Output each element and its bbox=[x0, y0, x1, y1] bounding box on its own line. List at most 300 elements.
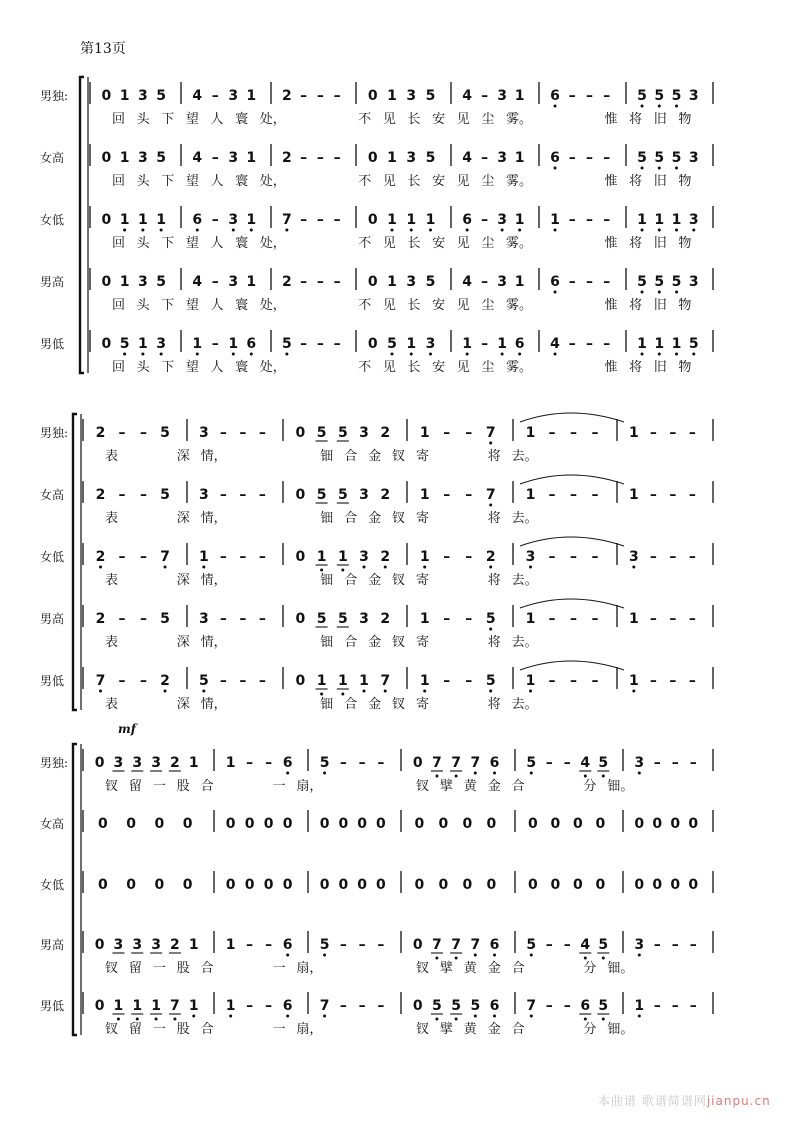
note: 7 bbox=[470, 755, 481, 771]
lyric: 物 bbox=[678, 360, 692, 375]
dash-symbol: – bbox=[316, 88, 324, 104]
note: 1 bbox=[113, 998, 124, 1014]
dash-symbol: – bbox=[118, 673, 126, 689]
note: 2 bbox=[380, 611, 391, 627]
note: 2 bbox=[95, 549, 106, 565]
lyric: 惟 bbox=[604, 360, 618, 375]
dash-symbol: – bbox=[443, 611, 451, 627]
low-octave-dot bbox=[675, 105, 678, 108]
note: 0 bbox=[486, 877, 497, 893]
lyric: 望 bbox=[185, 174, 199, 189]
note: 0 bbox=[282, 816, 293, 832]
note: 5 bbox=[654, 88, 665, 104]
lyric: 人 bbox=[210, 174, 224, 189]
dash-symbol: – bbox=[219, 673, 227, 689]
lyric: 长 bbox=[407, 174, 421, 189]
low-octave-dot bbox=[164, 690, 167, 693]
note: 1 bbox=[525, 425, 536, 441]
dash-symbol: – bbox=[211, 274, 219, 290]
lyric: 将 bbox=[487, 449, 501, 464]
note: 5 bbox=[156, 88, 167, 104]
lyric: 尘 bbox=[481, 360, 495, 375]
lyric: 将 bbox=[629, 360, 643, 375]
lyric: 一 bbox=[152, 779, 166, 794]
lyric: 人 bbox=[210, 360, 224, 375]
low-octave-dot bbox=[641, 105, 644, 108]
low-octave-dot bbox=[493, 772, 496, 775]
dash-symbol: – bbox=[689, 755, 697, 771]
lyric: 惟 bbox=[604, 298, 618, 313]
note: 1 bbox=[246, 274, 257, 290]
dash-symbol: – bbox=[333, 212, 341, 228]
lyric: 情， bbox=[200, 635, 227, 650]
lyric: 将 bbox=[487, 573, 501, 588]
dash-symbol: – bbox=[140, 611, 148, 627]
note: 5 bbox=[654, 150, 665, 166]
dash-symbol: – bbox=[603, 336, 611, 352]
note: 1 bbox=[225, 755, 236, 771]
dash-symbol: – bbox=[333, 336, 341, 352]
low-octave-dot bbox=[692, 229, 695, 232]
note: 6 bbox=[246, 336, 257, 352]
part-label: 男低 bbox=[40, 337, 65, 351]
note: 1 bbox=[188, 998, 199, 1014]
lyric: 寄 bbox=[415, 635, 429, 650]
lyric: 物 bbox=[678, 236, 692, 251]
lyric: 头 bbox=[136, 236, 150, 251]
part-label: 男低 bbox=[40, 999, 65, 1013]
lyric: 旧 bbox=[653, 236, 667, 251]
lyric: 金 bbox=[368, 449, 382, 464]
low-octave-dot bbox=[489, 566, 492, 569]
dash-symbol: – bbox=[669, 611, 677, 627]
note: 1 bbox=[119, 150, 130, 166]
dash-symbol: – bbox=[333, 274, 341, 290]
part-label: 女低 bbox=[40, 213, 65, 227]
dash-symbol: – bbox=[570, 611, 578, 627]
low-octave-dot bbox=[384, 566, 387, 569]
lyric: 望 bbox=[185, 112, 199, 127]
lyric: 处， bbox=[259, 360, 286, 375]
lyric: 黄 bbox=[463, 1022, 477, 1037]
low-octave-dot bbox=[155, 1018, 158, 1021]
note: 3 bbox=[113, 755, 124, 771]
dash-symbol: – bbox=[333, 150, 341, 166]
note: 4 bbox=[462, 150, 472, 166]
lyric: 钗 bbox=[105, 779, 119, 794]
note: 0 bbox=[98, 816, 108, 832]
note: 0 bbox=[357, 877, 367, 893]
note: 3 bbox=[497, 212, 507, 228]
lyric: 回 bbox=[112, 112, 126, 127]
note: 0 bbox=[412, 755, 423, 771]
dash-symbol: – bbox=[545, 998, 553, 1014]
lyric: 留 bbox=[128, 779, 142, 794]
note: 3 bbox=[198, 425, 209, 441]
low-octave-dot bbox=[435, 775, 438, 778]
note: 0 bbox=[528, 877, 538, 893]
low-octave-dot bbox=[285, 353, 288, 356]
dash-symbol: – bbox=[219, 425, 227, 441]
lyric: 将 bbox=[487, 635, 501, 650]
low-octave-dot bbox=[232, 353, 235, 356]
lyric: 物 bbox=[678, 298, 692, 313]
note: 0 bbox=[101, 88, 112, 104]
low-octave-dot bbox=[632, 566, 635, 569]
lyric: 处， bbox=[259, 174, 286, 189]
dash-symbol: – bbox=[669, 487, 677, 503]
dash-symbol: – bbox=[586, 336, 594, 352]
dash-symbol: – bbox=[316, 274, 324, 290]
lyric: 惟 bbox=[604, 174, 618, 189]
low-octave-dot bbox=[675, 229, 678, 232]
dash-symbol: – bbox=[118, 487, 126, 503]
note: 0 bbox=[101, 336, 112, 352]
note: 1 bbox=[497, 336, 507, 352]
low-octave-dot bbox=[658, 229, 661, 232]
part-label: 男独: bbox=[40, 756, 69, 770]
lyric: 寰 bbox=[235, 112, 249, 127]
dash-symbol: – bbox=[246, 755, 254, 771]
lyric: 长 bbox=[407, 298, 421, 313]
note: 0 bbox=[244, 877, 255, 893]
note: 1 bbox=[359, 673, 369, 689]
note: 0 bbox=[94, 755, 105, 771]
note: 0 bbox=[414, 877, 425, 893]
dash-symbol: – bbox=[591, 549, 599, 565]
note: 5 bbox=[688, 336, 699, 352]
note: 7 bbox=[432, 755, 442, 771]
dash-symbol: – bbox=[219, 611, 227, 627]
dash-symbol: – bbox=[246, 998, 254, 1014]
lyric: 见 bbox=[456, 360, 470, 375]
note: 1 bbox=[628, 673, 639, 689]
note: 3 bbox=[359, 487, 369, 503]
note: 2 bbox=[380, 425, 391, 441]
lyric: 去。 bbox=[511, 573, 538, 588]
note: 0 bbox=[94, 937, 105, 953]
note: 1 bbox=[628, 425, 639, 441]
note: 0 bbox=[182, 816, 193, 832]
low-octave-dot bbox=[530, 954, 533, 957]
note: 4 bbox=[192, 274, 203, 290]
lyric: 长 bbox=[407, 360, 421, 375]
dash-symbol: – bbox=[443, 549, 451, 565]
note: 1 bbox=[119, 212, 130, 228]
note: 6 bbox=[462, 212, 472, 228]
note: 4 bbox=[192, 88, 203, 104]
note: 3 bbox=[113, 937, 124, 953]
note: 1 bbox=[550, 212, 560, 228]
lyric: 回 bbox=[112, 298, 126, 313]
note: 1 bbox=[192, 336, 203, 352]
note: 6 bbox=[282, 937, 293, 953]
lyric: 黄 bbox=[463, 779, 477, 794]
dash-symbol: – bbox=[239, 549, 247, 565]
lyric: 下 bbox=[161, 112, 175, 127]
low-octave-dot bbox=[341, 693, 344, 696]
low-octave-dot bbox=[323, 772, 326, 775]
lyric: 望 bbox=[185, 298, 199, 313]
lyric: 合 bbox=[344, 511, 358, 526]
lyric: 见 bbox=[456, 174, 470, 189]
lyric: 表 bbox=[105, 511, 119, 526]
dash-symbol: – bbox=[688, 487, 696, 503]
dash-symbol: – bbox=[316, 150, 324, 166]
dash-symbol: – bbox=[548, 611, 556, 627]
lyric: 寄 bbox=[415, 511, 429, 526]
lyric: 情， bbox=[200, 449, 227, 464]
lyric: 金 bbox=[368, 635, 382, 650]
note: 1 bbox=[387, 88, 397, 104]
low-octave-dot bbox=[602, 775, 605, 778]
note: 1 bbox=[225, 998, 236, 1014]
lyric: 金 bbox=[487, 779, 501, 794]
note: 0 bbox=[126, 816, 137, 832]
lyric: 旧 bbox=[653, 360, 667, 375]
low-octave-dot bbox=[286, 772, 289, 775]
lyric: 去。 bbox=[511, 697, 538, 712]
dash-symbol: – bbox=[377, 937, 385, 953]
note: 1 bbox=[228, 336, 239, 352]
note: 0 bbox=[528, 816, 538, 832]
low-octave-dot bbox=[602, 1018, 605, 1021]
dash-symbol: – bbox=[211, 336, 219, 352]
lyric: 情， bbox=[200, 511, 227, 526]
note: 6 bbox=[550, 88, 560, 104]
dash-symbol: – bbox=[316, 212, 324, 228]
low-octave-dot bbox=[692, 353, 695, 356]
lyric: 旧 bbox=[653, 112, 667, 127]
dash-symbol: – bbox=[211, 212, 219, 228]
lyric: 深 bbox=[176, 635, 190, 650]
note: 5 bbox=[425, 150, 436, 166]
low-octave-dot bbox=[474, 954, 477, 957]
note: 3 bbox=[688, 212, 699, 228]
lyric: 一 bbox=[272, 779, 286, 794]
lyric: 寄 bbox=[415, 697, 429, 712]
lyric: 不 bbox=[358, 360, 372, 375]
note: 2 bbox=[95, 425, 106, 441]
lyric: 钿。 bbox=[607, 961, 634, 976]
note: 3 bbox=[359, 611, 369, 627]
low-octave-dot bbox=[554, 105, 557, 108]
lyric: 人 bbox=[210, 112, 224, 127]
lyric: 分 bbox=[583, 1022, 597, 1037]
dash-symbol: – bbox=[545, 937, 553, 953]
lyric: 股 bbox=[176, 1022, 190, 1037]
note: 3 bbox=[151, 755, 161, 771]
note: 1 bbox=[406, 336, 417, 352]
lyric: 合 bbox=[200, 1022, 214, 1037]
dash-symbol: – bbox=[465, 549, 473, 565]
dash-symbol: – bbox=[548, 487, 556, 503]
note: 2 bbox=[281, 274, 292, 290]
note: 0 bbox=[634, 877, 645, 893]
note: 1 bbox=[637, 212, 647, 228]
low-octave-dot bbox=[323, 954, 326, 957]
low-octave-dot bbox=[554, 353, 557, 356]
note: 1 bbox=[628, 487, 639, 503]
low-octave-dot bbox=[554, 291, 557, 294]
part-label: 女高 bbox=[40, 151, 65, 165]
note: 3 bbox=[228, 212, 239, 228]
low-octave-dot bbox=[160, 229, 163, 232]
note: 0 bbox=[295, 487, 306, 503]
lyric: 深 bbox=[176, 573, 190, 588]
dash-symbol: – bbox=[239, 673, 247, 689]
lyric: 处， bbox=[259, 298, 286, 313]
dash-symbol: – bbox=[570, 549, 578, 565]
note: 1 bbox=[671, 212, 682, 228]
note: 0 bbox=[94, 998, 105, 1014]
dash-symbol: – bbox=[239, 611, 247, 627]
note: 3 bbox=[151, 937, 161, 953]
lyric: 将 bbox=[629, 174, 643, 189]
note: 5 bbox=[654, 274, 665, 290]
low-octave-dot bbox=[501, 353, 504, 356]
note: 3 bbox=[198, 611, 209, 627]
part-label: 女低 bbox=[40, 550, 65, 564]
note: 0 bbox=[595, 816, 606, 832]
note: 7 bbox=[281, 212, 292, 228]
lyric: 见 bbox=[456, 236, 470, 251]
note: 1 bbox=[514, 212, 525, 228]
dash-symbol: – bbox=[481, 336, 489, 352]
dash-symbol: – bbox=[358, 998, 366, 1014]
note: 4 bbox=[462, 274, 472, 290]
lyric: 寄 bbox=[415, 449, 429, 464]
note: 3 bbox=[634, 937, 645, 953]
low-octave-dot bbox=[123, 353, 126, 356]
note: 6 bbox=[550, 150, 560, 166]
low-octave-dot bbox=[286, 954, 289, 957]
lyric: 旧 bbox=[653, 174, 667, 189]
note: 0 bbox=[225, 877, 236, 893]
dash-symbol: – bbox=[300, 212, 308, 228]
dash-symbol: – bbox=[603, 212, 611, 228]
low-octave-dot bbox=[518, 229, 521, 232]
note: 0 bbox=[414, 816, 425, 832]
note: 7 bbox=[451, 937, 461, 953]
low-octave-dot bbox=[196, 353, 199, 356]
dash-symbol: – bbox=[688, 549, 696, 565]
low-octave-dot bbox=[285, 229, 288, 232]
low-octave-dot bbox=[435, 957, 438, 960]
dash-symbol: – bbox=[316, 336, 324, 352]
note: 5 bbox=[198, 673, 209, 689]
low-octave-dot bbox=[455, 775, 458, 778]
dash-symbol: – bbox=[649, 425, 657, 441]
dash-symbol: – bbox=[570, 673, 578, 689]
lyric: 将 bbox=[487, 511, 501, 526]
note: 0 bbox=[367, 212, 378, 228]
low-octave-dot bbox=[518, 353, 521, 356]
lyric: 寄 bbox=[415, 573, 429, 588]
note: 1 bbox=[387, 150, 397, 166]
lyric: 金 bbox=[368, 573, 382, 588]
dash-symbol: – bbox=[140, 549, 148, 565]
low-octave-dot bbox=[489, 442, 492, 445]
note: 5 bbox=[485, 673, 496, 689]
low-octave-dot bbox=[232, 229, 235, 232]
system-bracket bbox=[73, 744, 77, 1035]
lyric: 下 bbox=[161, 298, 175, 313]
note: 3 bbox=[228, 150, 239, 166]
low-octave-dot bbox=[554, 167, 557, 170]
dash-symbol: – bbox=[591, 673, 599, 689]
note: 5 bbox=[425, 274, 436, 290]
lyric: 不 bbox=[358, 298, 372, 313]
dash-symbol: – bbox=[649, 549, 657, 565]
dash-symbol: – bbox=[258, 673, 266, 689]
dash-symbol: – bbox=[219, 549, 227, 565]
low-octave-dot bbox=[173, 1018, 176, 1021]
part-label: 女低 bbox=[40, 878, 65, 892]
note: 3 bbox=[406, 274, 417, 290]
tie-arc bbox=[520, 413, 624, 422]
lyric: 安 bbox=[432, 298, 446, 313]
note: 1 bbox=[246, 212, 257, 228]
dash-symbol: – bbox=[358, 755, 366, 771]
dash-symbol: – bbox=[649, 611, 657, 627]
part-label: 男高 bbox=[40, 275, 65, 289]
lyric: 表 bbox=[105, 635, 119, 650]
note: 2 bbox=[170, 755, 180, 771]
lyric: 深 bbox=[176, 449, 190, 464]
lyric: 留 bbox=[128, 961, 142, 976]
note: 3 bbox=[634, 755, 645, 771]
lyric: 雾。 bbox=[506, 112, 533, 127]
low-octave-dot bbox=[286, 1015, 289, 1018]
note: 4 bbox=[580, 937, 591, 953]
low-octave-dot bbox=[501, 229, 504, 232]
note: 1 bbox=[316, 549, 327, 565]
low-octave-dot bbox=[493, 954, 496, 957]
note: 0 bbox=[412, 998, 423, 1014]
note: 5 bbox=[637, 274, 647, 290]
lyric: 钗 bbox=[415, 961, 429, 976]
note: 4 bbox=[550, 336, 560, 352]
note: 5 bbox=[319, 755, 330, 771]
note: 2 bbox=[160, 673, 170, 689]
note: 3 bbox=[497, 274, 507, 290]
note: 0 bbox=[550, 816, 561, 832]
low-octave-dot bbox=[123, 229, 126, 232]
low-octave-dot bbox=[384, 690, 387, 693]
lyric: 钿 bbox=[320, 635, 334, 650]
note: 4 bbox=[462, 88, 472, 104]
lyric: 合 bbox=[511, 779, 525, 794]
note: 6 bbox=[489, 998, 500, 1014]
note: 1 bbox=[246, 150, 257, 166]
lyric: 扇， bbox=[296, 779, 323, 794]
note: 5 bbox=[470, 998, 481, 1014]
note: 1 bbox=[132, 998, 143, 1014]
low-octave-dot bbox=[429, 229, 432, 232]
note: 7 bbox=[526, 998, 537, 1014]
lyric: 安 bbox=[432, 360, 446, 375]
dash-symbol: – bbox=[669, 425, 677, 441]
lyric: 惟 bbox=[604, 236, 618, 251]
dash-symbol: – bbox=[570, 425, 578, 441]
low-octave-dot bbox=[250, 353, 253, 356]
note: 6 bbox=[282, 998, 293, 1014]
note: 3 bbox=[359, 549, 369, 565]
dash-symbol: – bbox=[118, 425, 126, 441]
note: 3 bbox=[198, 487, 209, 503]
lyric: 见 bbox=[382, 298, 396, 313]
